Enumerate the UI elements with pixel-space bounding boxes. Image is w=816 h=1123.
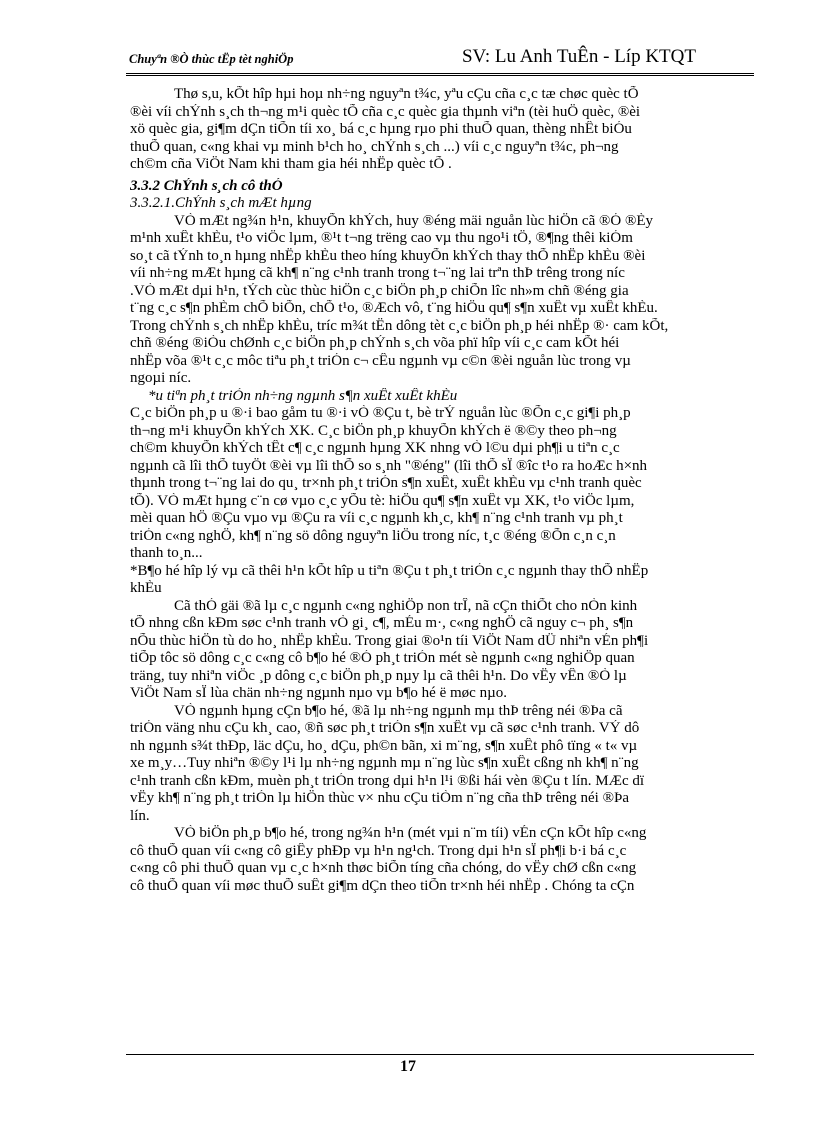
text-line: ViÖt Nam sÏ lùa chän nh÷ng ngµnh nµo vµ b¶o hé ë møc nµo. bbox=[130, 685, 507, 701]
text-line: VÒ mÆt ng¾n h¹n, khuyÕn khÝch, huy ®éng mäi nguån lùc hiÖn cã ®Ó ®Èy bbox=[174, 212, 654, 229]
text-line: tiÕp tôc sö dông c¸c c«ng cô b¶o hé ®Ó ph¸t triÓn mét sè ngµnh c«ng nghiÖp quan bbox=[130, 650, 635, 666]
text-line: cô thuÕ quan víi c«ng cô giÊy phÐp vµ h¹n ng¹ch. Trong dµi h¹n sÏ ph¶i b·i bá c¸c bbox=[130, 842, 627, 859]
text-line: Thø s,u, kÕt hîp hµi hoµ nh÷ng nguyªn t¾c, yªu cÇu cña c¸c tæ chøc quèc tÕ bbox=[174, 86, 639, 102]
text-line: c«ng cô phi thuÕ quan vµ c¸c h×nh thøc biÕn tíng cña chóng, do vËy chØ cßn c«ng bbox=[130, 860, 637, 876]
text-line: thanh to¸n... bbox=[130, 545, 203, 561]
text-line: ngoµi níc. bbox=[130, 370, 192, 386]
text-line: *B¶o hé hîp lý vµ cã thêi h¹n kÕt hîp u tiªn ®Çu t ph¸t triÓn c¸c ngµnh thay thÕ nhËp bbox=[130, 562, 649, 579]
text-line: VÒ biÖn ph¸p b¶o hé, trong ng¾n h¹n (mét vµi n¨m tíi) vÉn cÇn kÕt hîp c«ng bbox=[174, 825, 647, 841]
text-line: Cã thÓ gäi ®ã lµ c¸c ngµnh c«ng nghiÖp non trÎ, nã cÇn thiÕt cho nÒn kinh bbox=[174, 597, 638, 614]
text-line: c¹nh tranh cßn kÐm, muèn ph¸t triÓn trong dµi h¹n l¹i ®ßi hái vèn ®Çu t lín. MÆc dï bbox=[130, 772, 645, 789]
section-heading: 3.3.2 ChÝnh s¸ch cô thÓ bbox=[130, 177, 283, 194]
text-line: xö quèc gia, gi¶m dÇn tiÕn tíi xo¸ bá c¸c hµng rµo phi thuÕ quan, thèng nhÊt biÓu bbox=[130, 121, 632, 137]
text-line: xe m¸y…Tuy nhiªn ®©y l¹i lµ nh÷ng ngµnh mµ n¨ng lùc s¶n xuÊt cßng nh kh¶ n¨ng bbox=[130, 755, 639, 771]
text-line: tÕ nhng cßn kÐm søc c¹nh tranh vÒ gi¸ c¶, mÉu m·, c«ng nghÖ cã nguy c¬ ph¸ s¶n bbox=[130, 615, 634, 631]
text-line: thµnh trong t¬¨ng lai do qu¸ tr×nh ph¸t triÓn s¶n xuÊt, xuÊt khÈu vµ c¹nh tranh quèc bbox=[130, 475, 642, 491]
text-line: víi nh÷ng mÆt hµng cã kh¶ n¨ng c¹nh tranh trong t¬¨ng lai trªn thÞ trêng trong níc bbox=[130, 265, 625, 281]
text-line: thuÕ quan, c«ng khai vµ minh b¹ch ho¸ chÝnh s¸ch ...) víi c¸c nguyªn t¾c, ph¬ng bbox=[130, 138, 619, 155]
footer-divider bbox=[126, 1054, 754, 1055]
text-line: mèi quan hÖ ®Çu vµo vµ ®Çu ra víi c¸c ngµnh kh¸c, kh¶ n¨ng c¹nh tranh vµ ph¸t bbox=[130, 510, 623, 526]
text-line: ngµnh cã lîi thÕ tuyÖt ®èi vµ lîi thÕ so s¸nh "®éng" (lîi thÕ sÏ ®îc t¹o ra hoÆc h×nh bbox=[130, 457, 648, 474]
text-line: VÒ ngµnh hµng cÇn b¶o hé, ®ã lµ nh÷ng ngµnh mµ thÞ trêng néi ®Þa cã bbox=[174, 702, 623, 719]
text-line: triÓn väng nhu cÇu kh¸ cao, ®ñ søc ph¸t triÓn s¶n xuÊt vµ cã søc c¹nh tranh. VÝ dô bbox=[130, 720, 640, 736]
text-line: chñ ®éng ®iÒu chØnh c¸c biÖn ph¸p chÝnh s¸ch võa phï hîp víi c¸c cam kÕt héi bbox=[130, 335, 620, 351]
text-line: khÈu bbox=[130, 580, 162, 596]
text-line: nhËp võa ®¹t c¸c môc tiªu ph¸t triÓn c¬ cÊu ngµnh vµ c©n ®èi nguån lùc trong vµ bbox=[130, 352, 631, 369]
text-line: nÕu thùc hiÖn tù do ho¸ nhËp khÈu. Trong giai ®o¹n tíi ViÖt Nam dÜ nhiªn vÉn ph¶i bbox=[130, 632, 649, 649]
text-line: ch©m cña ViÖt Nam khi tham gia héi nhËp quèc tÕ . bbox=[130, 156, 452, 172]
text-line: th¬ng m¹i khuyÕn khÝch XK. C¸c biÖn ph¸p khuyÕn khÝch ë ®©y theo ph¬ng bbox=[130, 422, 617, 439]
page-number: 17 bbox=[400, 1058, 416, 1075]
header-student-info: SV: Lu Anh TuÊn - Líp KTQT bbox=[461, 46, 696, 67]
text-line: *u tiªn ph¸t triÓn nh÷ng ngµnh s¶n xuÊt xuÊt khÈu bbox=[148, 387, 458, 404]
text-line: ®èi víi chÝnh s¸ch th¬ng m¹i quèc tÕ cña c¸c quèc gia thµnh viªn (tèi huÖ quèc, ®èi bbox=[130, 103, 641, 120]
text-line: Trong chÝnh s¸ch nhËp khÈu, tríc m¾t tËn dông tèt c¸c biÖn ph¸p héi nhËp ®· cam kÕt, bbox=[130, 317, 669, 334]
text-line: m¹nh xuÊt khÈu, t¹o viÖc lµm, ®¹t t¬ng trëng cao vµ thu ngo¹i tÖ, ®¶ng thêi kiÓm bbox=[130, 230, 633, 246]
text-line: triÓn c«ng nghÖ, kh¶ n¨ng sö dông nguyªn liÖu trong níc, t¸c ®éng ®Õn c¸n c¸n bbox=[130, 527, 616, 544]
text-line: tÕ). VÒ mÆt hµng c¨n cø vµo c¸c yÕu tè: hiÖu qu¶ s¶n xuÊt vµ XK, t¹o viÖc lµm, bbox=[130, 492, 635, 509]
text-line: C¸c biÖn ph¸p u ®·i bao gåm tu ®·i vÒ ®Çu t, bè trÝ nguån lùc ®Õn c¸c gi¶i ph¸p bbox=[130, 405, 631, 421]
text-line: .VÒ mÆt dµi h¹n, tÝch cùc thùc hiÖn c¸c biÖn ph¸p chiÕn lîc nh»m chñ ®éng gia bbox=[130, 282, 629, 299]
text-line: ch©m khuyÕn khÝch tÊt c¶ c¸c ngµnh hµng XK nhng vÒ l©u dµi ph¶i u tiªn c¸c bbox=[130, 440, 620, 456]
text-line: so¸t cã tÝnh to¸n hµng nhËp khÈu theo híng khuyÕn khÝch thay thÕ nhËp khÈu ®èi bbox=[130, 247, 646, 264]
page-header bbox=[126, 44, 754, 74]
header-divider bbox=[126, 73, 754, 76]
text-line: cô thuÕ quan víi møc thuÕ suÊt gi¶m dÇn theo tiÕn tr×nh héi nhËp . Chóng ta cÇn bbox=[130, 877, 635, 894]
header-document-title: Chuyªn ®Ò thùc tËp tèt nghiÖp bbox=[129, 52, 294, 66]
document-body bbox=[130, 86, 750, 895]
text-line: vËy kh¶ n¨ng ph¸t triÓn lµ hiÖn thùc v× nhu cÇu tiÒm n¨ng cña thÞ trêng néi ®Þa bbox=[130, 790, 629, 806]
subsection-heading: 3.3.2.1.ChÝnh s¸ch mÆt hµng bbox=[130, 195, 312, 211]
text-line: träng, tuy nhiªn viÖc ¸p dông c¸c biÖn ph¸p nµy lµ cã thêi h¹n. Do vËy vÊn ®Ò lµ bbox=[130, 667, 627, 684]
text-line: lín. bbox=[130, 807, 150, 824]
text-line: t¨ng c¸c s¶n phÈm chÕ biÕn, chÕ t¹o, ®Æch vô, t¨ng hiÖu qu¶ s¶n xuÊt vµ xuÊt khÈu. bbox=[130, 300, 658, 316]
text-line: nh ngµnh s¾t thÐp, läc dÇu, ho¸ dÇu, ph©n bãn, xi m¨ng, s¶n xuÊt phô tïng « t« vµ bbox=[130, 737, 638, 754]
